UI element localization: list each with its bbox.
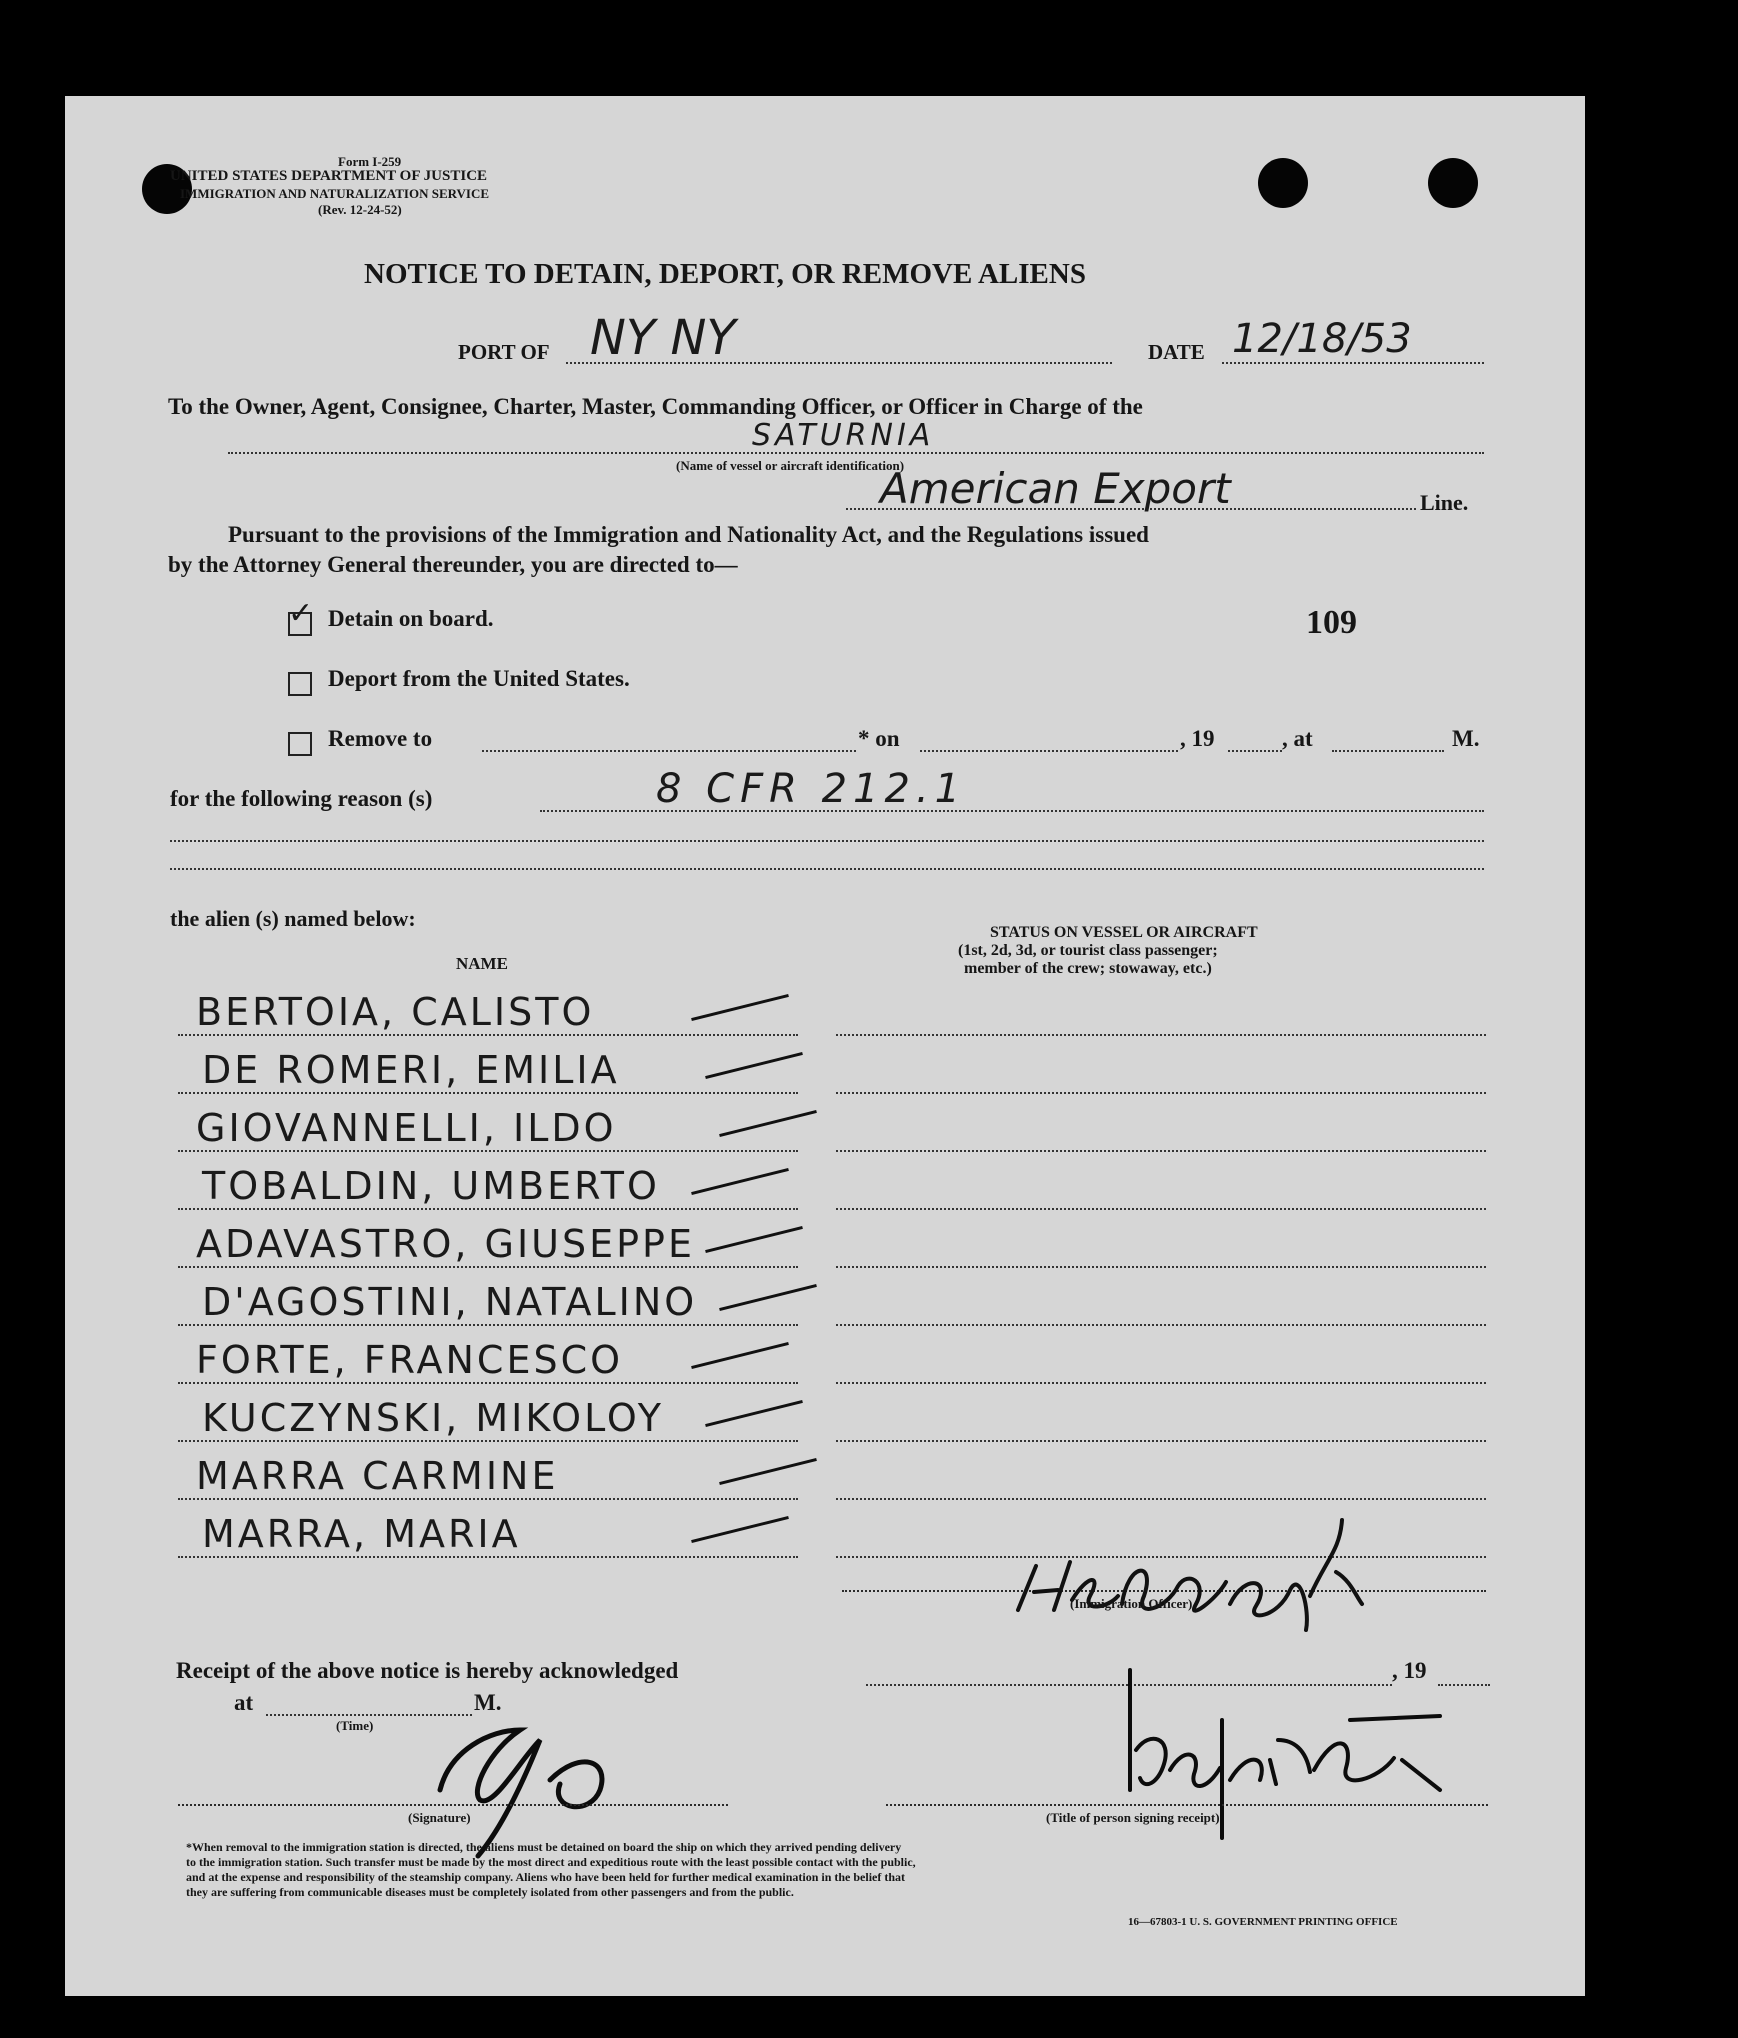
footnote-line: *When removal to the immigration station is directed, the aliens must be detained on board the ship on which they arrived pending delivery [186,1840,902,1854]
alien-name: TOBALDIN, UMBERTO [202,1164,660,1208]
alien-status-line [836,1324,1486,1326]
alien-name: FORTE, FRANCESCO [196,1338,624,1382]
name-header: NAME [456,954,508,973]
alien-name: D'AGOSTINI, NATALINO [202,1280,698,1324]
deport-option: Deport from the United States. [328,666,630,691]
form-number: Form I-259 [338,154,402,169]
date-line [1222,362,1484,364]
aliens-label: the alien (s) named below: [170,906,416,931]
alien-name-line [178,1324,798,1326]
remove-time-line [1332,750,1444,752]
alien-name-line [178,1266,798,1268]
punch-hole [1258,158,1308,208]
alien-name-line [178,1150,798,1152]
line-label: Line. [1420,490,1469,515]
alien-status-line [836,1092,1486,1094]
pursuant-text-cont: by the Attorney General thereunder, you are directed to— [168,552,738,577]
remove-year-line [1228,750,1282,752]
alien-status-line [836,1440,1486,1442]
status-header: STATUS ON VESSEL OR AIRCRAFT [990,924,1258,941]
signature-line [178,1804,728,1806]
alien-status-line [836,1034,1486,1036]
status-header-detail-cont: member of the crew; stowaway, etc.) [964,960,1212,977]
officer-signature-icon [1010,1500,1410,1640]
alien-name: MARRA CARMINE [196,1454,559,1498]
notice-number: 109 [1306,604,1357,641]
port-value: NY NY [590,310,736,366]
reason-line-2 [170,840,1484,842]
footnote-line: to the immigration station. Such transfer must be made by the most direct and expeditious route with the least possible contact with the public, [186,1855,916,1869]
revision-date: (Rev. 12-24-52) [318,202,402,217]
remove-at-label: , at [1282,726,1313,751]
date-value: 12/18/53 [1232,316,1412,362]
alien-status-line [836,1266,1486,1268]
footnote-line: they are suffering from communicable diseases must be completely isolated from other passengers and from the public. [186,1885,794,1899]
page-title: NOTICE TO DETAIN, DEPORT, OR REMOVE ALIENS [364,258,1086,290]
remove-year-label: , 19 [1180,726,1215,751]
title-caption: (Title of person signing receipt) [1046,1810,1220,1825]
port-label: PORT OF [458,340,550,364]
pursuant-text: Pursuant to the provisions of the Immigration and Nationality Act, and the Regulations issued [228,522,1149,547]
alien-name: ADAVASTRO, GIUSEPPE [196,1222,695,1266]
remove-date-line [920,750,1178,752]
check-mark-icon: ✓ [288,596,314,631]
alien-name-line [178,1208,798,1210]
detain-option: Detain on board. [328,606,494,631]
signature-caption: (Signature) [408,1810,471,1825]
alien-name-line [178,1556,798,1558]
alien-name: KUCZYNSKI, MIKOLOY [202,1396,664,1440]
alien-name: MARRA, MARIA [202,1512,521,1556]
alien-status-line [836,1208,1486,1210]
receipt-text: Receipt of the above notice is hereby acknowledged [176,1658,679,1683]
remove-checkbox[interactable] [288,732,312,756]
officer-caption: (Immigration Officer) [1070,1596,1193,1611]
receipt-at-label: at [234,1690,254,1715]
alien-name-line [178,1034,798,1036]
title-line [886,1804,1488,1806]
department-name: UNITED STATES DEPARTMENT OF JUSTICE [170,168,488,184]
printer-mark: 16—67803-1 U. S. GOVERNMENT PRINTING OFFICE [1128,1916,1398,1928]
receipt-m-label: M. [474,1690,502,1715]
alien-name-line [178,1382,798,1384]
alien-name: BERTOIA, CALISTO [196,990,595,1034]
remove-option: Remove to [328,726,433,751]
reason-label: for the following reason (s) [170,786,433,811]
alien-status-line [836,1382,1486,1384]
punch-hole [1428,158,1478,208]
deport-checkbox[interactable] [288,672,312,696]
alien-name-line [178,1498,798,1500]
remove-on-label: * on [858,726,900,751]
alien-name: DE ROMERI, EMILIA [202,1048,620,1092]
footnote-line: and at the expense and responsibility of the steamship company. Aliens who have been held for further medical examination in the belief that [186,1870,906,1884]
alien-name-line [178,1440,798,1442]
vessel-caption: (Name of vessel or aircraft identification) [676,458,905,473]
service-name: IMMIGRATION AND NATURALIZATION SERVICE [180,186,490,201]
to-line: To the Owner, Agent, Consignee, Charter, Master, Commanding Officer, or Officer in Charge of the [168,394,1143,419]
alien-status-line [836,1150,1486,1152]
receipt-signature-icon [430,1700,670,1860]
receipt-year-label: , 19 [1392,1658,1427,1683]
footnote [186,1840,916,1900]
remove-to-line [482,750,856,752]
date-label: DATE [1148,340,1205,364]
alien-name: GIOVANNELLI, ILDO [196,1106,617,1150]
time-caption: (Time) [336,1718,374,1733]
line-name-value: American Export [880,464,1231,513]
status-header-detail: (1st, 2d, 3d, or tourist class passenger; [958,942,1218,959]
vessel-value: SATURNIA [752,418,935,453]
remove-m-label: M. [1452,726,1480,751]
reason-value: 8 CFR 212.1 [656,766,967,812]
alien-name-line [178,1092,798,1094]
reason-line-3 [170,868,1484,870]
